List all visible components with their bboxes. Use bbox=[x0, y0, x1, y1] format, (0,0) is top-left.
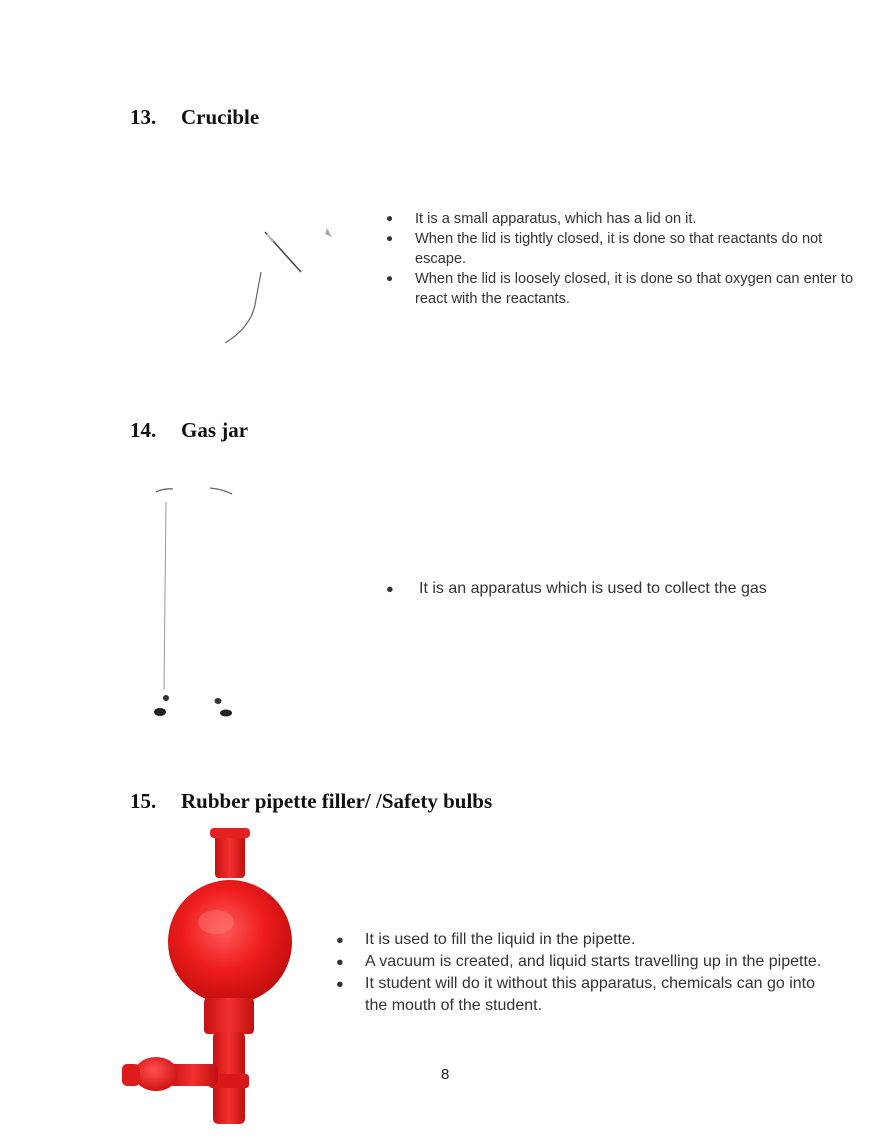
section-title: Gas jar bbox=[181, 418, 249, 442]
list-item: ● When the lid is tightly closed, it is done so that reactants do not escape. bbox=[386, 229, 876, 269]
section-number: 13. bbox=[130, 105, 157, 129]
section-heading-pipette-filler bbox=[130, 789, 492, 814]
pipette-filler-bullet-list bbox=[336, 929, 836, 1017]
gas-jar-bullet-list bbox=[386, 578, 856, 600]
list-item: ● A vacuum is created, and liquid starts travelling up in the pipette. bbox=[336, 951, 836, 973]
list-item: ● It student will do it without this apparatus, chemicals can go into the mouth of the student. bbox=[336, 973, 836, 1017]
section-heading-crucible bbox=[130, 105, 259, 130]
list-item: ● It is a small apparatus, which has a lid on it. bbox=[386, 209, 876, 229]
gas-jar-image bbox=[140, 480, 250, 730]
pipette-filler-image bbox=[118, 826, 318, 1132]
section-number: 14. bbox=[130, 418, 157, 442]
section-title: Rubber pipette filler/ /Safety bulbs bbox=[181, 789, 493, 813]
section-heading-gas-jar bbox=[130, 418, 248, 443]
page-number: 8 bbox=[441, 1066, 450, 1083]
section-title: Crucible bbox=[181, 105, 260, 129]
list-item: ● It is used to fill the liquid in the pipette. bbox=[336, 929, 836, 951]
list-item: ● When the lid is loosely closed, it is done so that oxygen can enter to react with the reactants. bbox=[386, 269, 876, 309]
section-number: 15. bbox=[130, 789, 157, 813]
crucible-bullet-list bbox=[386, 209, 876, 309]
crucible-image bbox=[215, 220, 345, 350]
list-item: ● It is an apparatus which is used to collect the gas bbox=[386, 578, 856, 600]
